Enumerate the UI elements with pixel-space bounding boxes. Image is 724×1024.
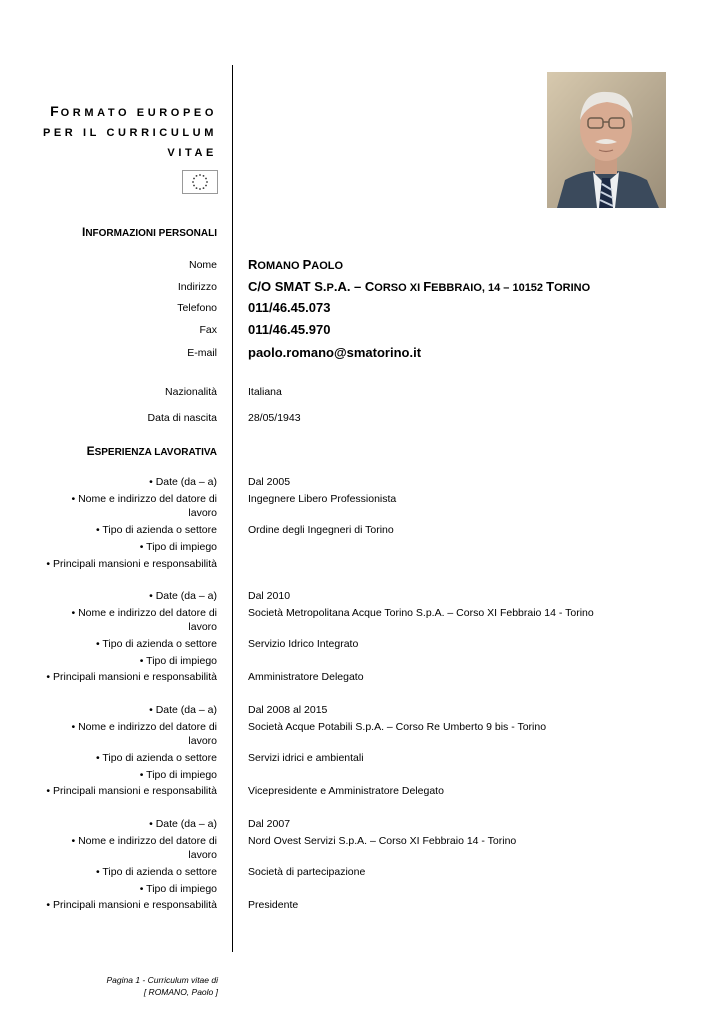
value-tipo-azienda: Servizi idrici e ambientali [248, 752, 364, 764]
label-mansioni: • Principali mansioni e responsabilità [46, 899, 217, 911]
label-email: E-mail [187, 347, 217, 359]
label-mansioni: • Principali mansioni e responsabilità [46, 671, 217, 683]
document-title [43, 101, 217, 163]
value-data-nascita: 28/05/1943 [248, 412, 301, 424]
label-tipo-impiego: • Tipo di impiego [139, 541, 217, 553]
label-mansioni: • Principali mansioni e responsabilità [46, 558, 217, 570]
value-mansioni: Vicepresidente e Amministratore Delegato [248, 785, 444, 797]
label-date: • Date (da – a) [149, 476, 217, 488]
value-date: Dal 2005 [248, 476, 291, 488]
value-datore: Ingegnere Libero Professionista [248, 493, 397, 505]
vertical-divider [232, 65, 233, 952]
label-tipo-impiego: • Tipo di impiego [139, 883, 217, 895]
label-datore: • Nome e indirizzo del datore di lavoro [71, 607, 217, 633]
label-datore: • Nome e indirizzo del datore di lavoro [71, 835, 217, 861]
label-date: • Date (da – a) [149, 704, 217, 716]
value-nome: ROMANO PAOLO [248, 257, 344, 272]
title-initial: F [50, 103, 61, 119]
value-email[interactable]: paolo.romano@smatorino.it [248, 345, 422, 360]
value-nazionalita: Italiana [248, 386, 282, 398]
profile-photo [547, 72, 666, 208]
value-datore: Società Metropolitana Acque Torino S.p.A. – Corso XI Febbraio 14 - Torino [248, 607, 594, 619]
value-date: Dal 2007 [248, 818, 291, 830]
value-fax: 011/46.45.970 [248, 322, 331, 337]
value-telefono: 011/46.45.073 [248, 300, 331, 315]
label-datore: • Nome e indirizzo del datore di lavoro [71, 493, 217, 519]
value-mansioni: Presidente [248, 899, 299, 911]
label-tipo-azienda: • Tipo di azienda o settore [95, 866, 217, 878]
label-nome: Nome [188, 259, 217, 271]
label-tipo-azienda: • Tipo di azienda o settore [95, 752, 217, 764]
value-date: Dal 2008 al 2015 [248, 704, 328, 716]
footer-line-2: [ ROMANO, Paolo ] [143, 987, 218, 997]
value-tipo-azienda: Ordine degli Ingegneri di Torino [248, 524, 394, 536]
value-datore: Nord Ovest Servizi S.p.A. – Corso XI Febbraio 14 - Torino [248, 835, 517, 847]
label-tipo-impiego: • Tipo di impiego [139, 769, 217, 781]
title-line-1: ORMATO EUROPEO [60, 107, 217, 119]
label-mansioni: • Principali mansioni e responsabilità [46, 785, 217, 797]
label-nazionalita: Nazionalità [165, 386, 217, 398]
label-date: • Date (da – a) [149, 818, 217, 830]
eu-flag-icon [182, 170, 218, 194]
label-tipo-impiego: • Tipo di impiego [139, 655, 217, 667]
section-heading-experience: ESPERIENZA LAVORATIVA [86, 444, 217, 458]
label-tipo-azienda: • Tipo di azienda o settore [95, 524, 217, 536]
value-datore: Società Acque Potabili S.p.A. – Corso Re Umberto 9 bis - Torino [248, 721, 547, 733]
value-tipo-azienda: Servizio Idrico Integrato [248, 638, 359, 650]
label-datore: • Nome e indirizzo del datore di lavoro [71, 721, 217, 747]
label-indirizzo: Indirizzo [177, 281, 217, 293]
title-line-2: PER IL CURRICULUM [42, 127, 217, 139]
value-indirizzo: C/O SMAT S.P.A. – CORSO XI FEBBRAIO, 14 – 10152 TORINO [248, 279, 591, 294]
label-fax: Fax [199, 324, 217, 336]
footer-line-1: Pagina 1 - Curriculum vitae di [106, 975, 218, 985]
label-date: • Date (da – a) [149, 590, 217, 602]
page-footer [107, 974, 219, 998]
value-mansioni: Amministratore Delegato [248, 671, 364, 683]
label-tipo-azienda: • Tipo di azienda o settore [95, 638, 217, 650]
title-line-3: VITAE [167, 147, 217, 159]
value-tipo-azienda: Società di partecipazione [248, 866, 366, 878]
label-data-nascita: Data di nascita [147, 412, 217, 424]
section-heading-personal: INFORMAZIONI PERSONALI [81, 225, 217, 239]
label-telefono: Telefono [177, 302, 217, 314]
value-date: Dal 2010 [248, 590, 291, 602]
